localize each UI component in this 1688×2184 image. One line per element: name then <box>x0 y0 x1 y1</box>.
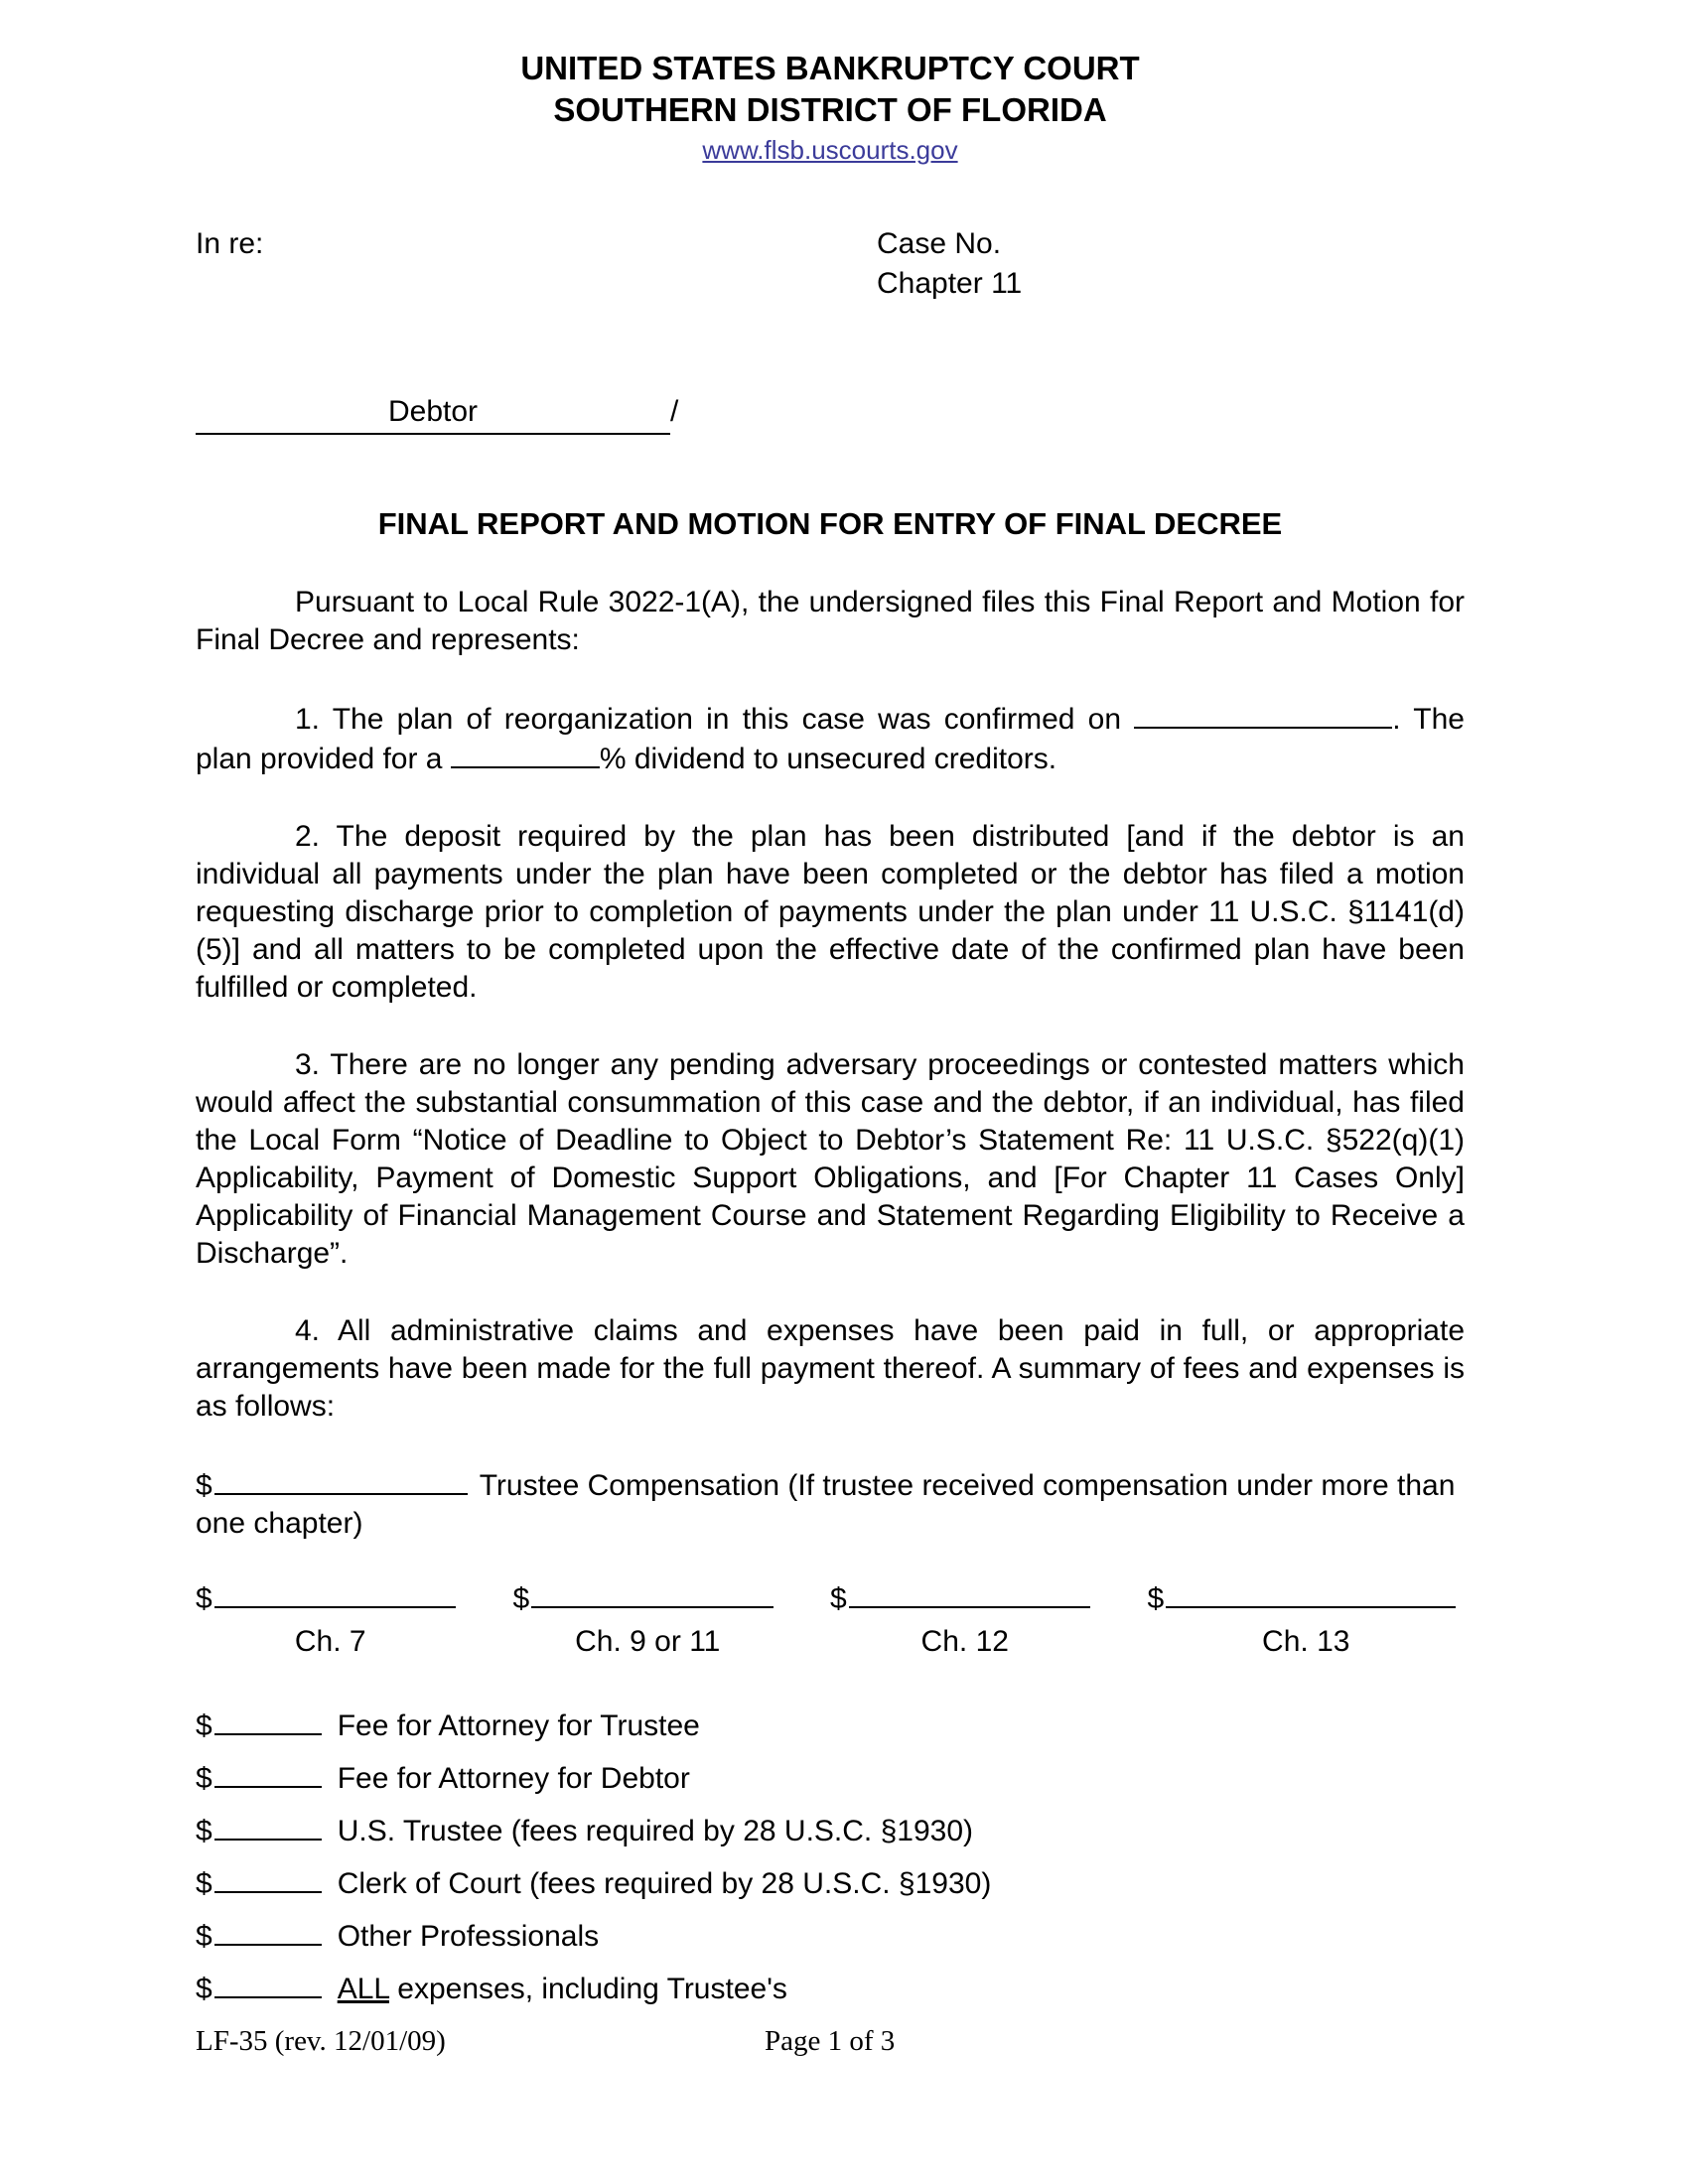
trustee-compensation-line <box>196 1465 1465 1543</box>
item1-text-1: 1. The plan of reorganization in this case was confirmed on <box>295 703 1122 736</box>
court-name: UNITED STATES BANKRUPTCY COURT <box>520 50 1140 86</box>
dollar-sign: $ <box>196 1920 212 1953</box>
dollar-sign: $ <box>196 1709 212 1742</box>
us-trustee-fee-blank[interactable] <box>214 1811 322 1841</box>
dividend-percent-blank[interactable] <box>451 739 600 768</box>
chapter-9-11-column <box>513 1578 831 1660</box>
chapter-12-column <box>830 1578 1148 1660</box>
case-no-label: Case No. <box>877 227 1002 260</box>
dollar-sign: $ <box>830 1582 847 1615</box>
ch9-11-amount-blank[interactable] <box>531 1578 774 1608</box>
fee-row-attorney-trustee <box>196 1706 1465 1745</box>
chapter-9-11-label: Ch. 9 or 11 <box>575 1625 721 1658</box>
chapter-13-label: Ch. 13 <box>1262 1625 1350 1658</box>
case-info-block <box>877 224 1022 304</box>
court-website-link[interactable]: www.flsb.uscourts.gov <box>702 135 958 165</box>
trustee-compensation-blank[interactable] <box>214 1465 468 1495</box>
ch13-amount-blank[interactable] <box>1166 1578 1456 1608</box>
all-label-underlined: ALL <box>337 1973 389 2005</box>
chapter-12-label: Ch. 12 <box>920 1625 1009 1658</box>
debtor-label: Debtor <box>387 395 479 428</box>
in-re-label: In re: <box>196 227 264 260</box>
item1-text-2: . The plan provided for a <box>196 703 1465 775</box>
fee-label: Fee for Attorney for Debtor <box>337 1762 690 1795</box>
chapter-13-column <box>1148 1578 1466 1660</box>
fee-row-clerk-of-court <box>196 1863 1465 1903</box>
fee-label: Fee for Attorney for Trustee <box>337 1709 700 1742</box>
fee-label: Other Professionals <box>337 1920 600 1953</box>
fee-list <box>196 1706 1465 2008</box>
fee-row-all-expenses <box>196 1969 1465 2008</box>
item-4: 4. All administrative claims and expenses have been paid in full, or appropriate arrangements have been made for the full payment thereof. A summary of fees and expenses is as follows: <box>196 1314 1465 1423</box>
attorney-debtor-fee-blank[interactable] <box>214 1758 322 1788</box>
form-number: LF-35 (rev. 12/01/09) <box>196 2025 446 2057</box>
attorney-trustee-fee-blank[interactable] <box>214 1706 322 1735</box>
clerk-of-court-fee-blank[interactable] <box>214 1863 322 1893</box>
page-number: Page 1 of 3 <box>765 2025 896 2057</box>
dollar-sign: $ <box>196 1582 212 1615</box>
dollar-sign: $ <box>1147 1582 1165 1615</box>
debtor-line <box>196 393 1465 435</box>
item-2: 2. The deposit required by the plan has been distributed [and if the debtor is an individual all payments under the plan have been completed or the debtor has filed a motion requesting discharge prior to completion of payments under the plan under 11 U.S.C. §1141(d)(5)] and all matters to be completed upon the effective date of the confirmed plan have been fulfilled or completed. <box>196 820 1465 1004</box>
fee-row-attorney-debtor <box>196 1758 1465 1798</box>
all-expenses-blank[interactable] <box>214 1969 322 1998</box>
dollar-sign: $ <box>196 1867 212 1900</box>
chapter-amounts-row <box>196 1578 1465 1660</box>
all-label-rest: expenses, including Trustee's <box>397 1973 787 2005</box>
intro-paragraph: Pursuant to Local Rule 3022-1(A), the undersigned files this Final Report and Motion for Final Decree and represents: <box>196 586 1465 656</box>
dollar-sign: $ <box>196 1973 212 2005</box>
fee-label: U.S. Trustee (fees required by 28 U.S.C. §1930) <box>337 1815 973 1847</box>
ch7-amount-blank[interactable] <box>214 1578 457 1608</box>
dollar-sign: $ <box>512 1582 530 1615</box>
fee-row-other-professionals <box>196 1916 1465 1956</box>
dollar-sign: $ <box>196 1815 212 1847</box>
case-info-row <box>196 224 1465 304</box>
document-header <box>196 48 1465 167</box>
item1-text-3: % dividend to unsecured creditors. <box>599 743 1057 775</box>
confirmation-date-blank[interactable] <box>1134 699 1392 729</box>
document-title: FINAL REPORT AND MOTION FOR ENTRY OF FINAL DECREE <box>377 506 1283 541</box>
chapter-7-label: Ch. 7 <box>294 1625 366 1658</box>
chapter-7-column <box>196 1578 513 1660</box>
ch12-amount-blank[interactable] <box>849 1578 1091 1608</box>
fee-label: Clerk of Court (fees required by 28 U.S.C. §1930) <box>337 1867 992 1900</box>
dollar-sign: $ <box>196 1762 212 1795</box>
district-name: SOUTHERN DISTRICT OF FLORIDA <box>553 91 1107 128</box>
page-footer <box>196 2023 1465 2059</box>
chapter-label: Chapter 11 <box>877 267 1023 300</box>
debtor-slash: / <box>670 395 679 428</box>
dollar-sign: $ <box>196 1469 212 1502</box>
debtor-name-blank[interactable] <box>196 393 670 435</box>
item-3: 3. There are no longer any pending adversary proceedings or contested matters which would affect the substantial consummation of this case and the debtor, if an individual, has filed the Local Form “Notice of Deadline to Object to Debtor’s Statement Re: 11 U.S.C. §522(q)(1) Applicability, Payment of Domestic Support Obligations, and [For Chapter 11 Cases Only] Applicability of Financial Management Course and Statement Regarding Eligibility to Receive a Discharge”. <box>196 1048 1465 1270</box>
other-professionals-fee-blank[interactable] <box>214 1916 322 1946</box>
fee-row-us-trustee <box>196 1811 1465 1850</box>
trustee-compensation-label: Trustee Compensation (If trustee received compensation under more than one chapter) <box>196 1469 1456 1540</box>
item-1 <box>196 699 1465 778</box>
